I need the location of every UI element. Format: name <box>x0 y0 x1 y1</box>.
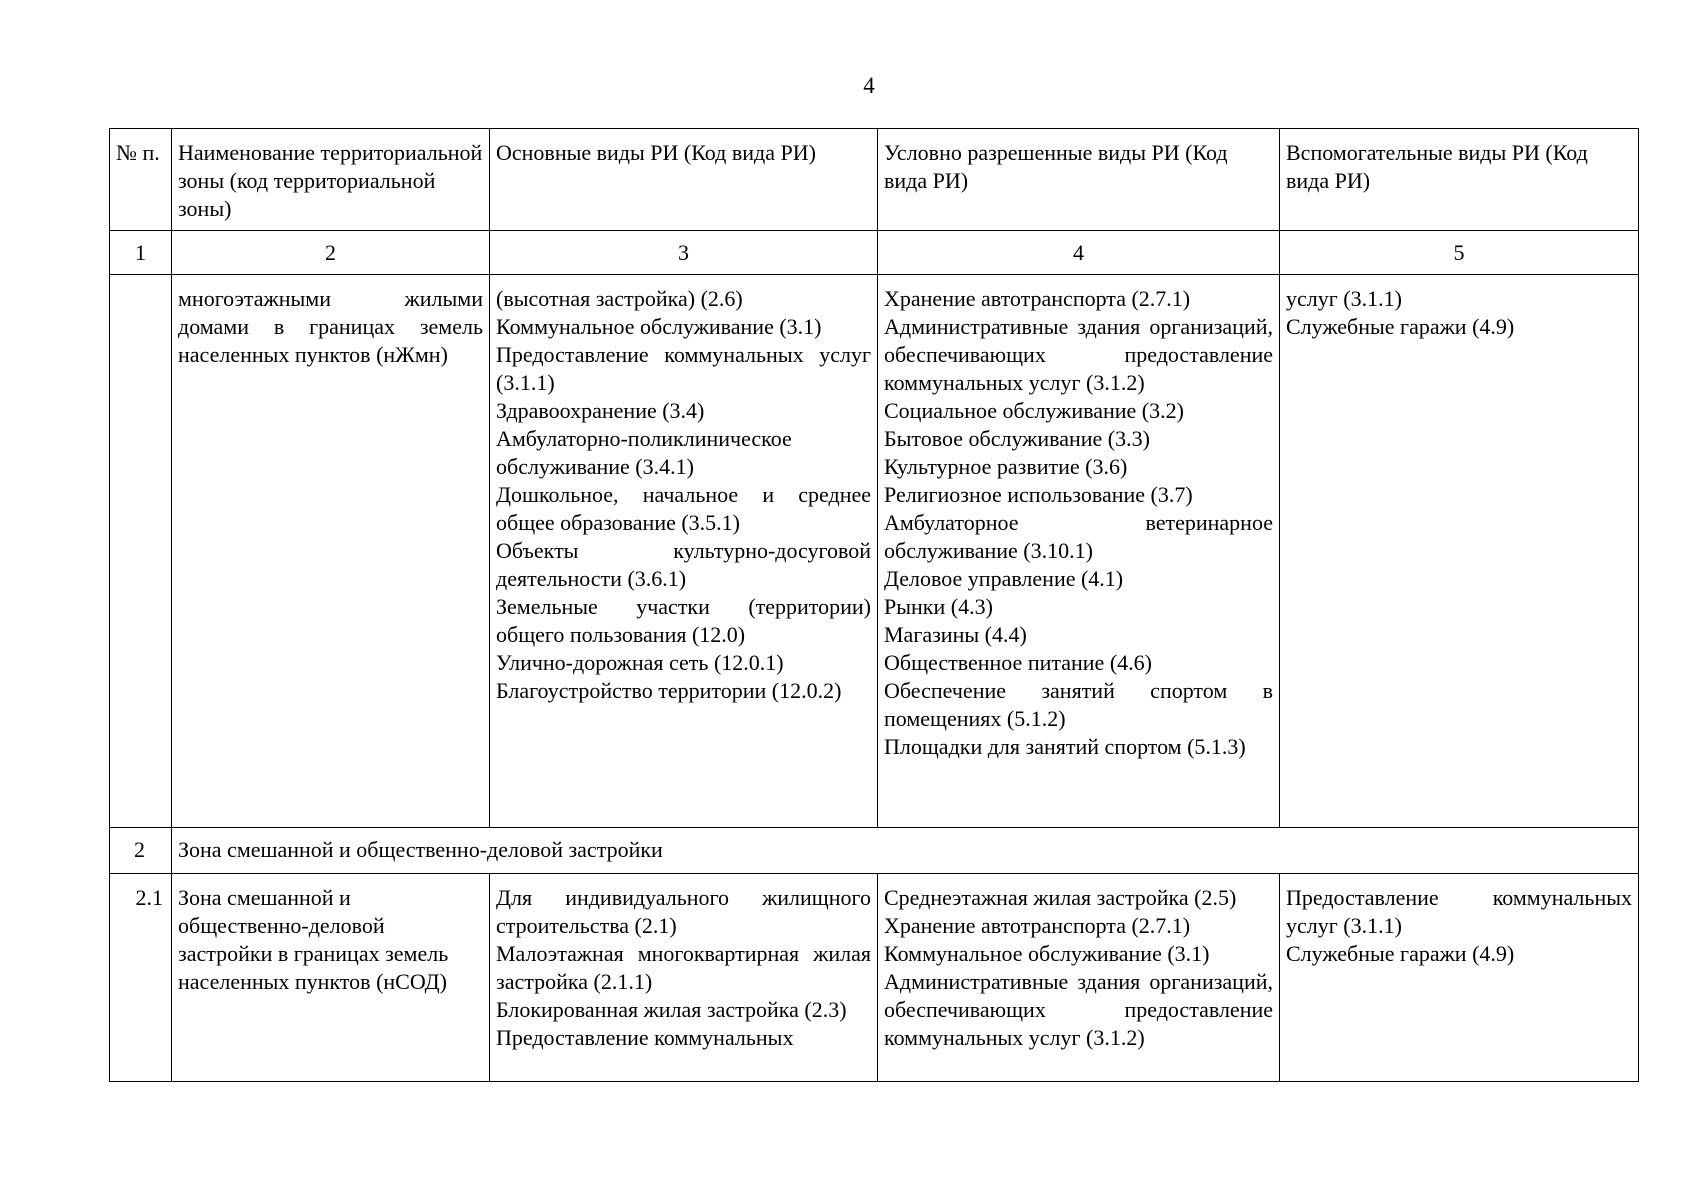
column-index: 3 <box>490 231 878 275</box>
land-use-entry: Обеспечение занятий спортом в помещениях (5.1.2) <box>884 678 1273 731</box>
land-use-entry: Деловое управление (4.1) <box>884 566 1124 591</box>
land-use-entry: Религиозное использование (3.7) <box>884 482 1193 507</box>
land-use-entry: Хранение автотранспорта (2.7.1) <box>884 913 1191 938</box>
header-number: № п. <box>110 129 172 231</box>
row-number: 2.1 <box>110 874 172 1082</box>
land-use-entry: Культурное развитие (3.6) <box>884 454 1128 479</box>
column-index: 1 <box>110 231 172 275</box>
land-use-entry: Магазины (4.4) <box>884 622 1027 647</box>
land-use-entry: Административные здания организаций, обеспечивающих предоставление коммунальных услуг (3.1.2) <box>884 969 1273 1050</box>
land-use-entry: Площадки для занятий спортом (5.1.3) <box>884 734 1246 759</box>
land-use-entry: Коммунальное обслуживание (3.1) <box>496 314 822 339</box>
land-use-entry: Для индивидуального жилищного строительства (2.1) <box>496 885 871 938</box>
land-use-entry: Малоэтажная многоквартирная жилая застройка (2.1.1) <box>496 941 871 994</box>
zone-name: многоэтажными жилыми домами в границах земель населенных пунктов (нЖмн) <box>178 286 483 367</box>
land-use-entry: Объекты культурно-досуговой деятельности (3.6.1) <box>496 538 871 591</box>
land-use-entry: Рынки (4.3) <box>884 594 993 619</box>
header-auxiliary-types: Вспомогательные виды РИ (Код вида РИ) <box>1280 129 1639 231</box>
zone-name-cell <box>172 275 490 828</box>
land-use-entry: услуг (3.1.1) <box>1286 286 1402 311</box>
land-use-entry: Земельные участки (территории) общего пользования (12.0) <box>496 594 871 647</box>
land-use-entry: Среднеэтажная жилая застройка (2.5) <box>884 885 1237 910</box>
zone-name: Зона смешанной и общественно-деловой застройки в границах земель населенных пунктов (нСОД) <box>172 874 490 1082</box>
land-use-entry: Бытовое обслуживание (3.3) <box>884 426 1150 451</box>
land-use-entry: Коммунальное обслуживание (3.1) <box>884 941 1210 966</box>
conditional-types-cell <box>878 275 1280 828</box>
table-header-row <box>110 129 1639 231</box>
table-row <box>110 275 1639 828</box>
table-row <box>110 874 1639 1082</box>
header-zone-name: Наименование территориальной зоны (код территориальной зоны) <box>172 129 490 231</box>
land-use-entry: Предоставление коммунальных услуг (3.1.1) <box>1286 885 1632 938</box>
row-number <box>110 275 172 828</box>
page-number: 4 <box>863 73 875 98</box>
land-use-entry: Предоставление коммунальных <box>496 1025 794 1050</box>
land-use-entry: Здравоохранение (3.4) <box>496 398 705 423</box>
land-use-entry: Улично-дорожная сеть (12.0.1) <box>496 650 784 675</box>
land-use-entry: Дошкольное, начальное и среднее общее образование (3.5.1) <box>496 482 871 535</box>
land-use-entry: Амбулаторно-поликлиническое обслуживание (3.4.1) <box>496 426 792 479</box>
column-index: 4 <box>878 231 1280 275</box>
column-index-row <box>110 231 1639 275</box>
land-use-entry: Амбулаторное ветеринарное обслуживание (3.10.1) <box>884 510 1273 563</box>
auxiliary-types-cell <box>1280 275 1639 828</box>
main-types-cell <box>490 275 878 828</box>
land-use-entry: Служебные гаражи (4.9) <box>1286 314 1515 339</box>
auxiliary-types-cell <box>1280 874 1639 1082</box>
land-use-entry: Служебные гаражи (4.9) <box>1286 941 1515 966</box>
land-use-entry: Блокированная жилая застройка (2.3) <box>496 997 847 1022</box>
conditional-types-cell <box>878 874 1280 1082</box>
land-use-entry: Общественное питание (4.6) <box>884 650 1152 675</box>
land-use-entry: Хранение автотранспорта (2.7.1) <box>884 286 1191 311</box>
section-title: Зона смешанной и общественно-деловой застройки <box>172 828 1639 874</box>
land-use-entry: Предоставление коммунальных услуг (3.1.1) <box>496 342 871 395</box>
section-number: 2 <box>110 828 172 874</box>
land-use-entry: Административные здания организаций, обеспечивающих предоставление коммунальных услуг (3.1.2) <box>884 314 1273 395</box>
land-use-entry: Социальное обслуживание (3.2) <box>884 398 1184 423</box>
column-index: 5 <box>1280 231 1639 275</box>
land-use-entry: (высотная застройка) (2.6) <box>496 286 743 311</box>
column-index: 2 <box>172 231 490 275</box>
header-main-types: Основные виды РИ (Код вида РИ) <box>490 129 878 231</box>
header-conditional-types: Условно разрешенные виды РИ (Код вида РИ) <box>878 129 1280 231</box>
zones-table <box>109 128 1639 1082</box>
section-row <box>110 828 1639 874</box>
land-use-entry: Благоустройство территории (12.0.2) <box>496 678 842 703</box>
main-types-cell <box>490 874 878 1082</box>
